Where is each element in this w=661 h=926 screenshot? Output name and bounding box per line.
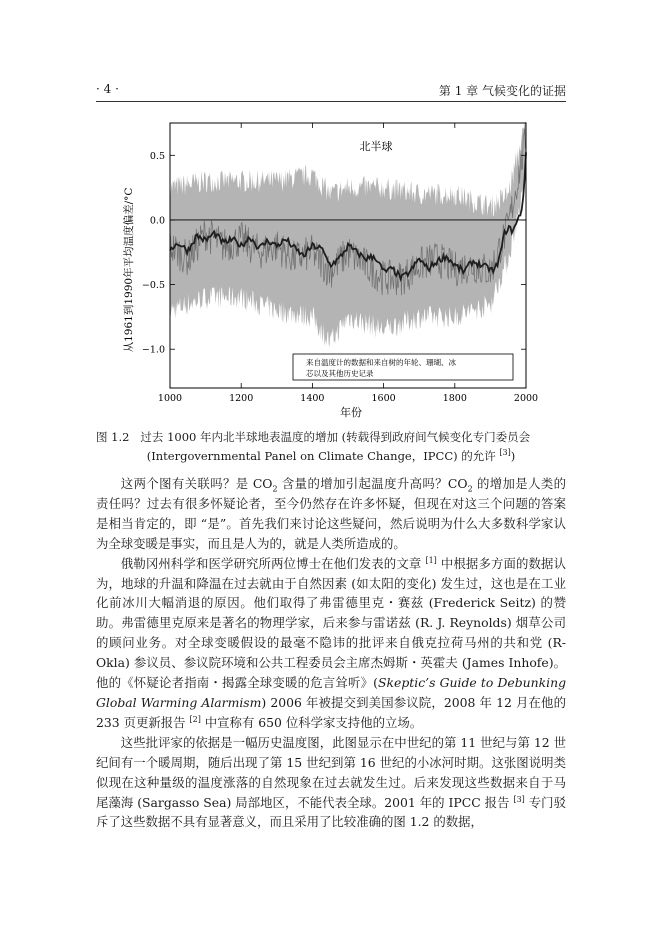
caption-line1: 过去 1000 年内北半球地表温度的增加 (转载得到政府间气候变化专门委员会 [140,430,531,444]
p3-text-b: 专门驳斥了这些数据不具有显著意义，而且采用了比较准确的图 1.2 的数据， [96,794,566,830]
figure-caption [96,428,566,466]
p1-text-c: 的增加是人类的责任吗？过去有很多怀疑论者，至今仍然存在许多怀疑，但现在对这三个问题的答案是相当肯定的，即 “是”。首先我们来讨论这些疑问，然后说明为什么大多数科学家认为全球变暖是事实，而且是人为的，就是人类所造成的。 [96,476,567,551]
chapter-title: 第 1 章 气候变化的证据 [438,84,566,98]
co2-subscript: 2 [272,484,278,494]
p2-text-d: 中宣称有 650 位科学家支持他的立场。 [200,714,423,730]
paragraph-3 [96,733,566,833]
legend-text-line2: 芯以及其他历史记录 [306,369,374,378]
p3-text-a: 这些批评家的依据是一幅历史温度图，此图显示在中世纪的第 11 世纪与第 12 世纪间有一个暖周期，随后出现了第 15 世纪到第 16 世纪的小冰河时期。这张图说明类似现在这种量级的温度涨落的自然现象在过去就发生过。后来发现这些数据来自于马尾藻海 (Sargasso Sea) 局部地区，不能代表全球。2001 年的 IPCC 报告 [96,734,566,810]
citation-2: [2] [189,714,201,724]
body-text [96,474,566,832]
x-axis-label: 年份 [340,406,362,419]
paragraph-2 [96,554,566,733]
p2-text-a: 俄勒冈州科学和医学研究所两位博士在他们发表的文章 [120,555,426,571]
header-rule [96,101,566,102]
y-tick-label: 0.5 [149,150,165,162]
y-axis-label: 从1961到1990年平均温度偏差/°C [123,187,135,353]
p1-text-b: 含量的增加引起温度升高吗？CO [277,476,468,491]
y-tick-label: 0.0 [149,215,165,227]
p1-text-a: 这两个图有关联吗？是 CO [120,476,273,491]
caption-tail: ) [510,449,516,463]
p2-text-c: ) 2006 年被提交到美国参议院，2008 年 12 月在他的 233 页更新报告 [96,694,566,730]
chart-title: 北半球 [359,140,393,153]
page-number: · 4 · [96,82,119,96]
temperature-chart [118,118,548,423]
x-tick-label: 1600 [371,393,396,404]
y-tick-label: −1.0 [141,344,165,356]
book-title-italic: Skeptic’s Guide to Debunking Global Warming Alarmism [96,675,566,710]
figure-label: 图 1.2 [96,430,130,444]
uncertainty-band-layer [170,121,526,347]
x-tick-label: 1800 [442,393,467,404]
co2-subscript: 2 [467,484,473,494]
x-tick-label: 1000 [157,393,183,404]
legend-box [293,354,513,380]
p2-text-b: 中根据多方面的数据认为，地球的升温和降温在过去就由于自然因素 (如太阳的变化) 发生过，这也是在工业化前冰川大幅消退的原因。他们取得了弗雷德里克・赛兹 (Frederick Seitz) 的赞助。弗雷德里克原来是著名的物理学家，后来参与雷诺兹 (R. J. Reynolds) 烟草公司的顾问业务。对全球变暖假设的最毫不隐讳的批评来自俄克拉荷马州的共和党 (R-Okla) 参议员、参议院环境和公共工程委员会主席杰姆斯・英霍夫 (James Inhofe)。他的《怀疑论者指南・揭露全球变暖的危言耸听》( [96,555,566,691]
x-tick-label: 1200 [229,393,254,404]
caption-line2: (Intergovernmental Panel on Climate Change，IPCC) 的允许 [146,449,496,463]
caption-ref: [3] [499,448,511,457]
paragraph-1 [96,474,566,554]
x-tick-label: 2000 [513,393,539,404]
legend-text-line1: 来自温度计的数据和来自树的年轮、珊瑚、冰 [306,358,456,367]
y-tick-label: −0.5 [141,280,165,292]
x-tick-label: 1400 [300,393,325,404]
citation-1: [1] [425,555,437,565]
running-head [96,80,566,100]
uncertainty-band [170,121,526,347]
citation-3: [3] [513,794,525,804]
